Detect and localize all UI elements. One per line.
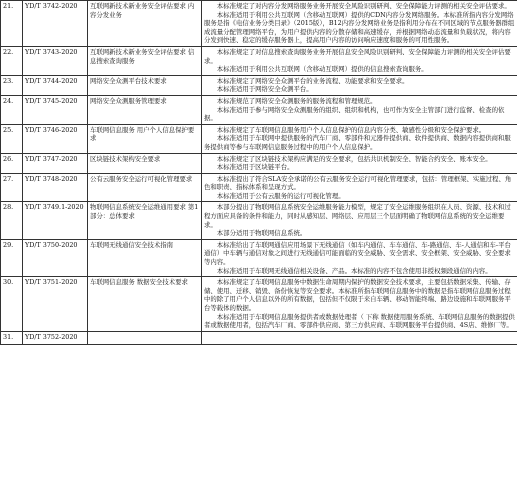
- description-paragraph: 本标准适用于利用公共互联网（含移动互联网）提供的CDN内容分发网络服务。本标准所指内容分发网络服务是指《电信业务分类目录》（2015版），B12内容分发网络业务是指利用分布在不同区域的节点服务器群组成流量分配管理网络平台，为用户提供内容的分散存储和高速缓存，并根据网络动态流量和负载状况，将内容分发到快速、稳定的缓存服务器上，提高用户内容的访问响应速度和服务的可用性服务。: [204, 10, 515, 45]
- description-paragraph: 本标准规定了对信息搜索查询服务业务开展信息安全风险识别研判、安全保障能力评测的相关安全评估要求。: [204, 47, 511, 65]
- description-paragraph: 本标准提出了符合SLA安全承诺的公有云服务安全运行可视化管理要求，包括：管理框架、实施过程、角色和职责、指标体系和呈现方式。: [204, 174, 512, 192]
- description-paragraph: 本部分适用于物联网信息系统。: [216, 229, 307, 238]
- row-number: 21.: [1, 1, 23, 47]
- standard-code: YD/T 3742-2020: [23, 1, 88, 47]
- standard-description: [202, 239, 517, 276]
- table-row: [1, 331, 517, 344]
- table-row: [1, 153, 517, 173]
- description-paragraph: 本标准给出了车联网通信应用场景下无线通信（如车内通信、车车通信、车-路通信、车-人通信和车-平台通信）中车辆与通信对象之间进行无线通信可能面临的安全威胁、安全需求、安全框架、安全威胁、安全要求等内容。: [204, 240, 511, 267]
- table-row: [1, 277, 517, 332]
- standard-description: [202, 46, 517, 75]
- standard-name: 车联网信息服务 用户个人信息保护要求: [88, 124, 202, 153]
- standard-code: YD/T 3747-2020: [23, 153, 88, 173]
- standard-description: [202, 95, 517, 124]
- description-paragraph: 本标准规定了网络安全众测平台的业务流程、功能要求和安全要求。: [216, 76, 409, 85]
- row-number: 26.: [1, 153, 23, 173]
- standard-code: YD/T 3746-2020: [23, 124, 88, 153]
- standard-description: [202, 202, 517, 239]
- table-row: [1, 75, 517, 95]
- description-paragraph: 本标准规定了区块链技术架构应满足的安全要求，包括共识机制安全、智能合约安全、账本安全。: [216, 154, 492, 163]
- row-number: 22.: [1, 46, 23, 75]
- standard-description: [202, 277, 517, 332]
- standard-code: YD/T 3751-2020: [23, 277, 88, 332]
- table-row: [1, 46, 517, 75]
- table-row: [1, 1, 517, 47]
- standard-description: [202, 124, 517, 153]
- table-row: [1, 239, 517, 276]
- description-paragraph: 本标准适用于公有云服务的运行可视化管理。: [216, 191, 345, 200]
- standard-code: YD/T 3750-2020: [23, 239, 88, 276]
- row-number: 31.: [1, 331, 23, 344]
- standard-code: YD/T 3743-2020: [23, 46, 88, 75]
- standard-name: 互联网新技术新业务安全评估要求 内容分发业务: [88, 1, 202, 47]
- standard-description: [202, 173, 517, 202]
- standard-name: 车联网信息服务 数据安全技术要求: [88, 277, 202, 332]
- description-paragraph: 本标准适用于参与网络安全众测服务的组织、组织和机构，也可作为安全主管部门进行监督、检查的依据。: [204, 105, 505, 123]
- description-paragraph: 本标准适用于利用公共互联网（含移动互联网）提供的信息搜索查询服务。: [216, 65, 428, 74]
- description-paragraph: 本标准适用于车联网无线通信相关设备、产品。本标准的内容不包含使用非授权频段通信的内容。: [216, 266, 492, 275]
- description-paragraph: 本标准规定了车联网信息服务中数据生命周期内保护的数据安全技术要求，主要包括数据采集、传输、存储、使用、迁移、销毁、备份恢复等安全要求。本标准所指车联网信息服务中的数据是指车联网信息服务过程中的除了用户个人信息以外的所有数据，包括但不仅限于来自车辆、移动智能终端、路边设施和车联网服务平台等载体的数据。: [204, 278, 511, 312]
- description-paragraph: 本标准适用于区块链平台。: [216, 163, 294, 172]
- standard-name: 互联网新技术新业务安全评估要求 信息搜索查询服务: [88, 46, 202, 75]
- standard-name: 物联网信息系统安全运维通用要求 第1部分：总体要求: [88, 202, 202, 239]
- description-paragraph: 本标准适用于网络安全众测平台。: [216, 85, 313, 94]
- standard-code: YD/T 3748-2020: [23, 173, 88, 202]
- row-number: 23.: [1, 75, 23, 95]
- description-paragraph: 本标准规定了对内容分发网络服务业务开展安全风险识别研判、安全保障能力评测的相关安全评估要求。: [216, 2, 511, 10]
- standard-name: 公有云服务安全运行可视化管理要求: [88, 173, 202, 202]
- description-paragraph: 本标准规范了网络安全众测服务的服务流程和管理规范。: [216, 96, 377, 105]
- row-number: 24.: [1, 95, 23, 124]
- standard-code: YD/T 3749.1-2020: [23, 202, 88, 239]
- description-paragraph: 本标准适用于车联网信息服务提供者或数据处理者（ 下称 数据使用服务系统、车联网信息服务的数据提供者或数据使用者，包括汽车厂商、零部件供应商、第三方供应商、车联网服务平台提供商、4S店、维修厂等。: [204, 312, 515, 330]
- table-row: [1, 202, 517, 239]
- standard-name: [88, 331, 202, 344]
- row-number: 25.: [1, 124, 23, 153]
- standard-code: YD/T 3744-2020: [23, 75, 88, 95]
- standard-name: 网络安全众测平台技术要求: [88, 75, 202, 95]
- description-paragraph: 本标准适用于车联网中提供服务的汽车厂商、零部件和元器件提供商、软件提供商、数据内容提供商和服务提供商等参与车联网信息服务过程中的用户个人信息保护。: [204, 134, 511, 151]
- standard-description: [202, 1, 517, 47]
- description-paragraph: 本部分提出了物联网信息系统安全运维服务能力模型，规定了安全运维服务组织在人员、资源、技术和过程方面应具备的条件和能力，同时从感知层、网络层、应用层三个层面明确了物联网信息系统的安全运维要求。: [204, 203, 511, 229]
- standard-name: 车联网无线通信安全技术指南: [88, 239, 202, 276]
- standard-description: [202, 75, 517, 95]
- row-number: 28.: [1, 202, 23, 239]
- standard-description: [202, 153, 517, 173]
- row-number: 29.: [1, 239, 23, 276]
- table-row: [1, 95, 517, 124]
- standard-name: 区块链技术架构安全要求: [88, 153, 202, 173]
- row-number: 27.: [1, 173, 23, 202]
- standard-code: YD/T 3745-2020: [23, 95, 88, 124]
- description-paragraph: 本标准规定了车联网信息服务用户个人信息保护的信息内容分类、敏感性分级和安全保护要求。: [216, 125, 486, 134]
- standard-name: 网络安全众测服务管理要求: [88, 95, 202, 124]
- table-row: [1, 124, 517, 153]
- row-number: 30.: [1, 277, 23, 332]
- standards-table-body: [1, 1, 517, 345]
- standard-code: YD/T 3752-2020: [23, 331, 88, 344]
- standard-description: [202, 331, 517, 344]
- table-row: [1, 173, 517, 202]
